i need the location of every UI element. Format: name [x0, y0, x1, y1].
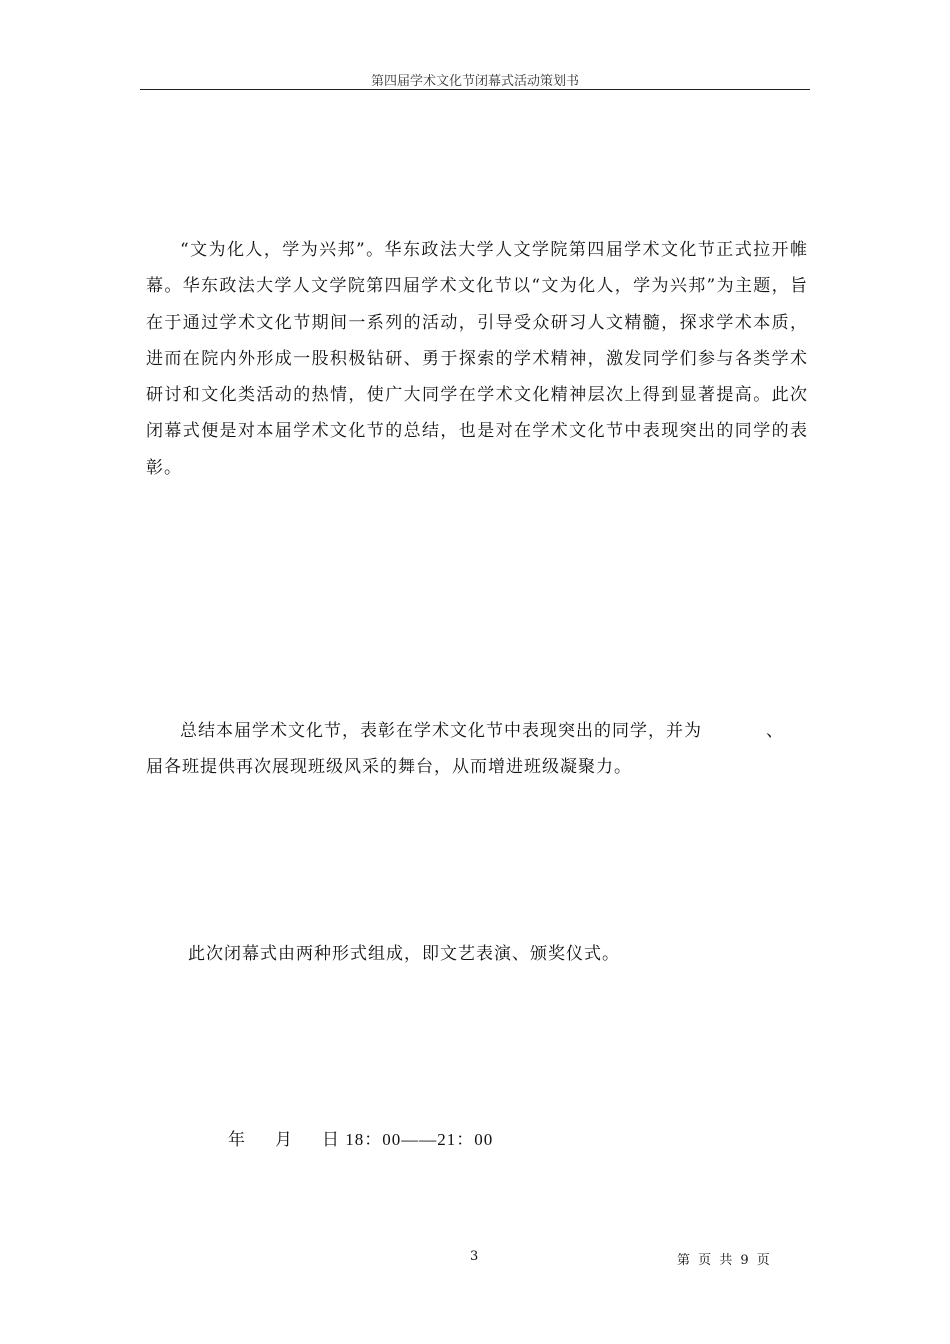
- purpose-separator: 、: [766, 721, 784, 741]
- header-title: 第四届学术文化节闭幕式活动策划书: [370, 74, 579, 89]
- format-line: 此次闭幕式由两种形式组成，即文艺表演、颁奖仪式。: [188, 944, 620, 964]
- footer-page-label: 第 页 共 9 页: [677, 1253, 770, 1268]
- purpose-line-2: 届各班提供再次展现班级风采的舞台，从而增进班级凝聚力。: [146, 757, 632, 777]
- background-paragraph: [146, 232, 808, 486]
- time-year: 年: [228, 1130, 246, 1150]
- time-month: 月: [275, 1130, 293, 1150]
- background-paragraph-text: “文为化人，学为兴邦”。华东政法大学人文学院第四届学术文化节正式拉开帷幕。华东政法大学人文学院第四届学术文化节以“文为化人，学为兴邦”为主题，旨在于通过学术文化节期间一系列的活动，引导受众研习人文精髓，探求学术本质，进而在院内外形成一股积极钻研、勇于探索的学术精神，激发同学们参与各类学术研讨和文化类活动的热情，使广大同学在学术文化精神层次上得到显著提高。此次闭幕式便是对本届学术文化节的总结，也是对在学术文化节中表现突出的同学的表彰。: [146, 240, 808, 478]
- header-rule: [140, 89, 810, 90]
- time-day-and-hours: 日 18：00——21：00: [322, 1130, 494, 1149]
- purpose-line-1: 总结本届学术文化节，表彰在学术文化节中表现突出的同学，并为: [180, 721, 702, 741]
- footer-page-number: 3: [470, 1249, 479, 1264]
